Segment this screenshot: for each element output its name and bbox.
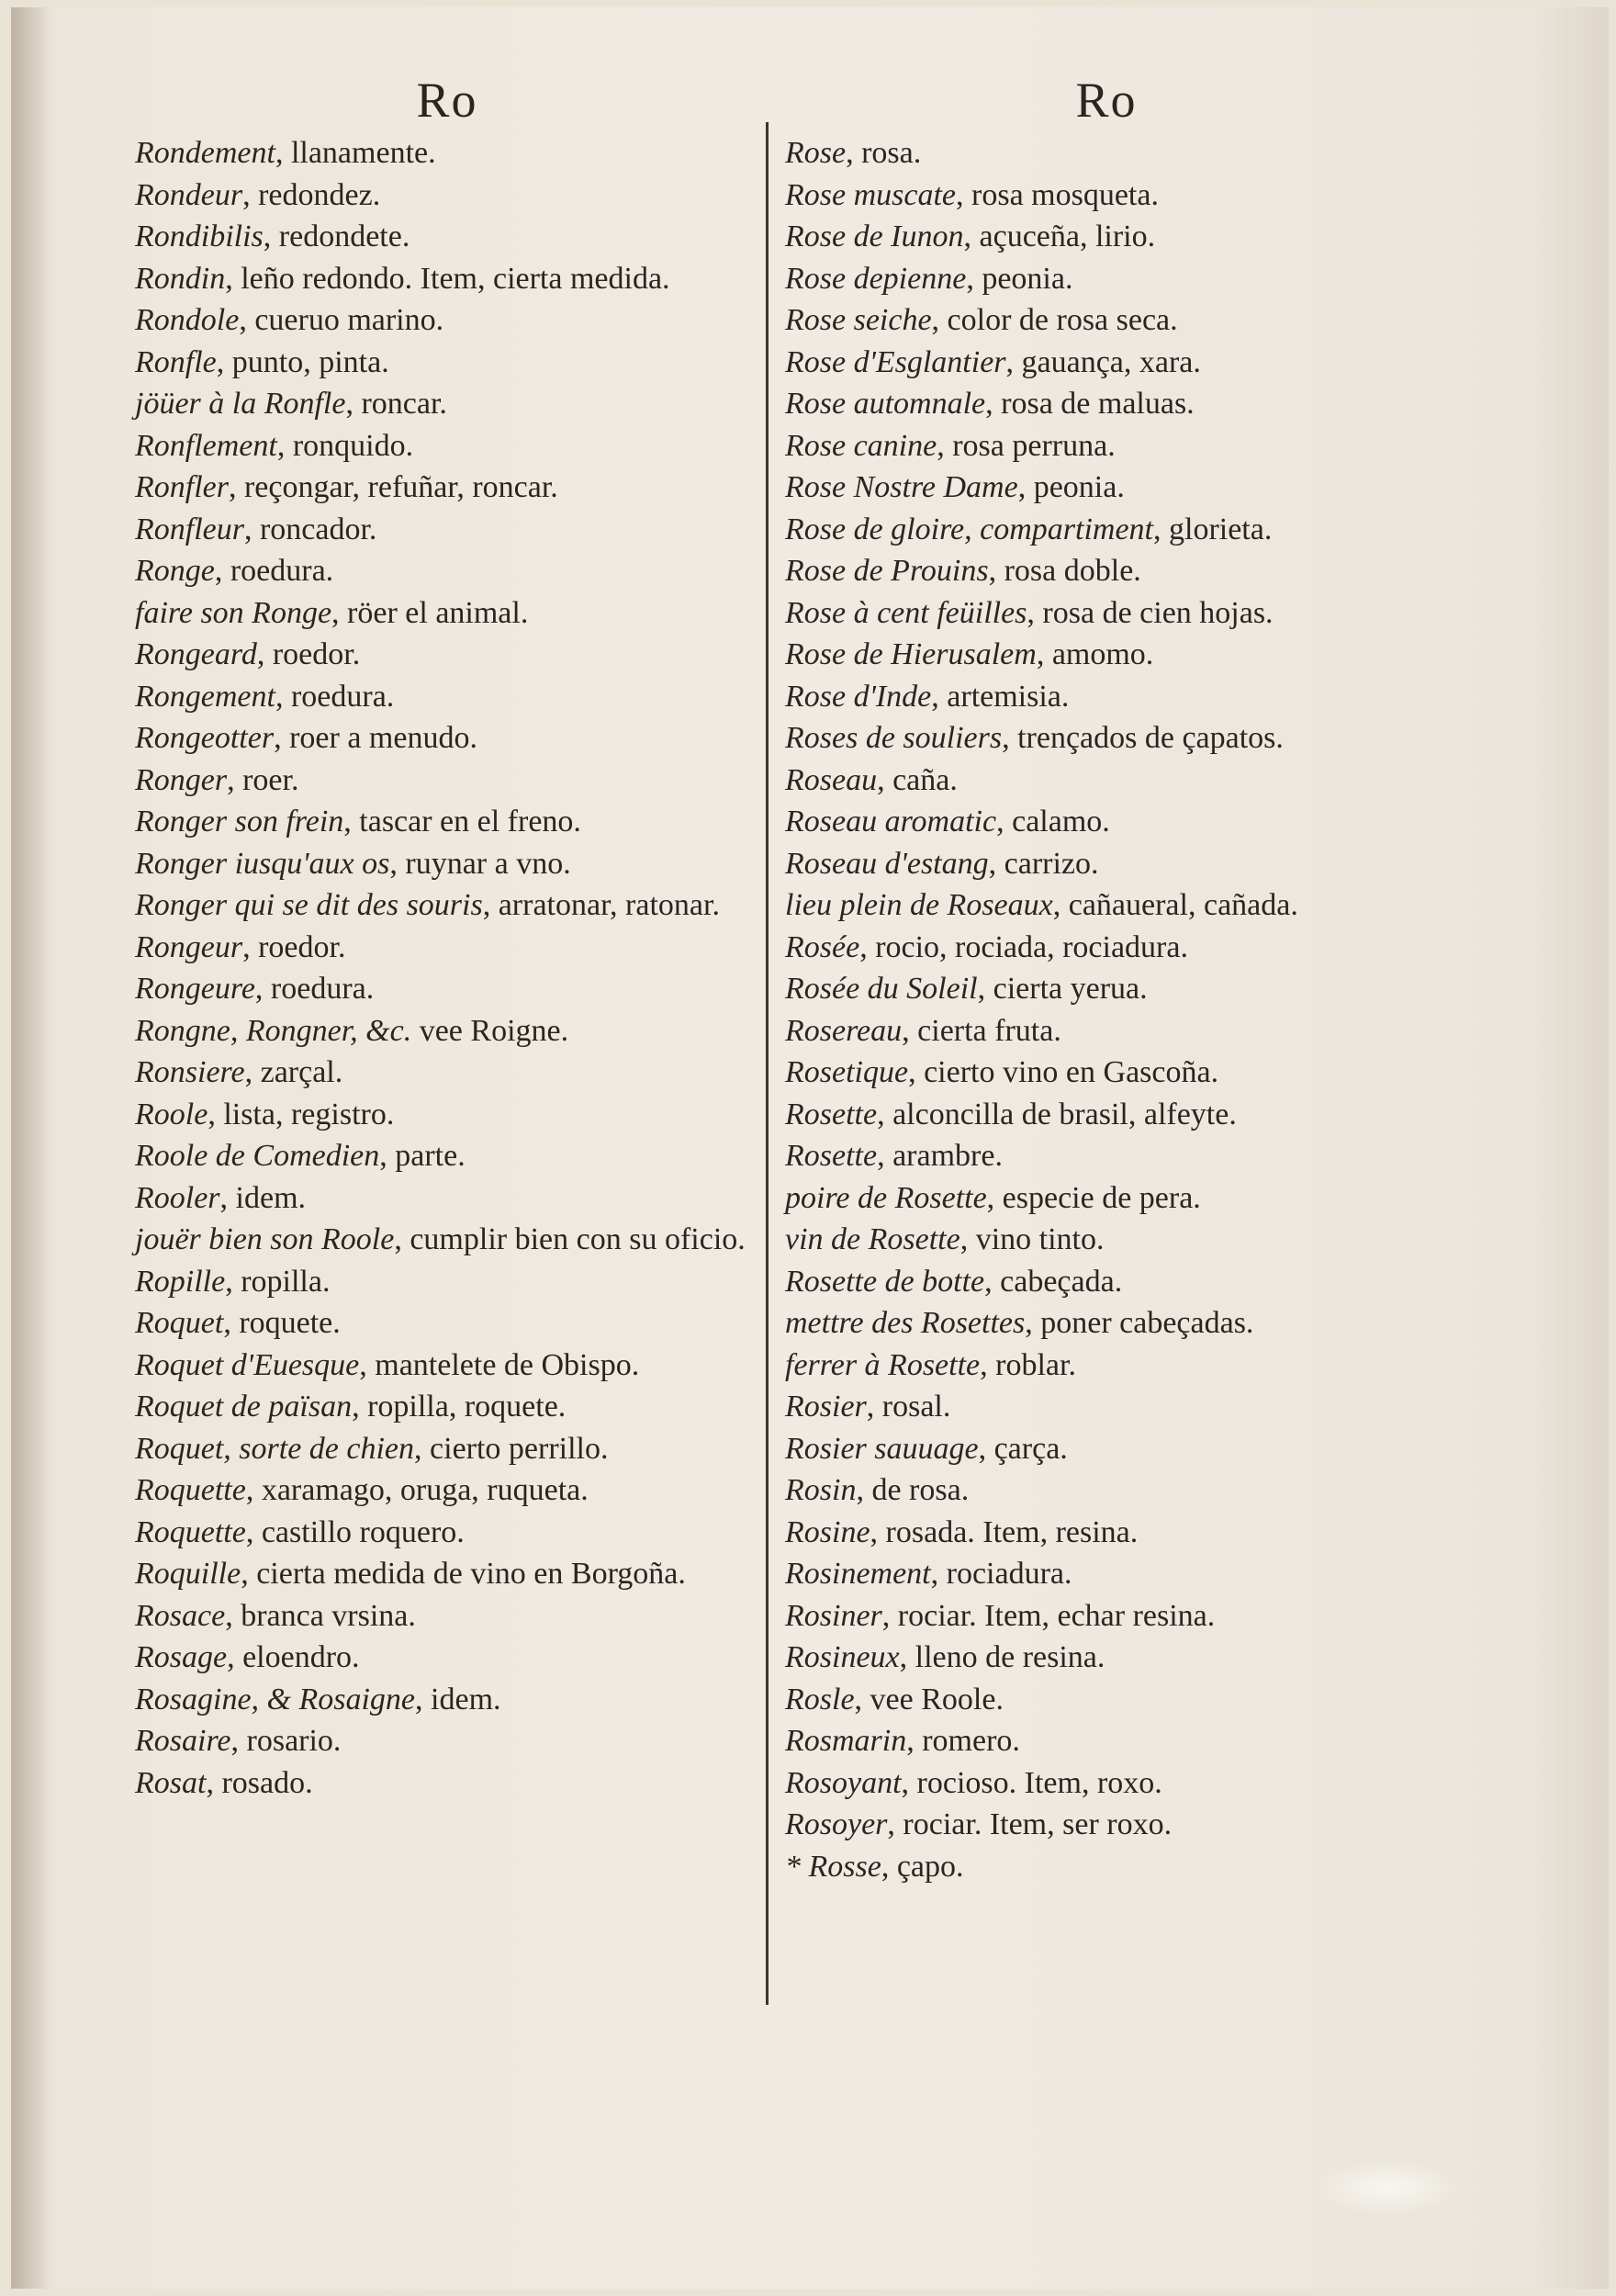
entry-translation: , alconcilla de brasil, alfeyte. [877, 1097, 1237, 1131]
entry-translation: , branca vrsina. [225, 1598, 416, 1633]
page-gutter [11, 7, 48, 2289]
entry-headword: Roquette [135, 1473, 246, 1507]
entry-translation: , arambre. [877, 1139, 1003, 1173]
entry-headword: Rongeur [135, 929, 243, 964]
dictionary-entry [135, 1553, 759, 1595]
entry-translation: , roncador. [243, 512, 377, 546]
dictionary-entry [135, 634, 759, 676]
entry-headword: Ronsiere [135, 1055, 245, 1089]
entry-headword: Rongeard [135, 637, 257, 671]
entry-headword: Ropille [135, 1264, 226, 1299]
entry-translation: vee Roigne. [411, 1013, 569, 1048]
dictionary-entry [135, 174, 759, 217]
entry-translation: , ruynar a vno. [389, 846, 571, 881]
entry-headword: Rose d'Inde [785, 679, 932, 714]
entry-translation: , cierta medida de vino en Borgoña. [241, 1557, 686, 1591]
right-entry-list [785, 132, 1428, 1887]
dictionary-entry [785, 1553, 1428, 1595]
dictionary-entry [135, 1052, 759, 1094]
entry-translation: , roedura. [254, 972, 375, 1006]
dictionary-entry [135, 1219, 759, 1261]
entry-headword: Roquille [135, 1557, 241, 1591]
dictionary-entry [135, 1469, 759, 1512]
dictionary-entry [135, 884, 759, 927]
dictionary-entry [135, 1428, 759, 1470]
entry-translation: , leño redondo. Item, cierta medida. [225, 261, 670, 296]
dictionary-entry [785, 1302, 1428, 1345]
entry-headword: Rose de Iunon [785, 219, 964, 253]
entry-translation: , roncar. [345, 387, 447, 421]
dictionary-entry [135, 425, 759, 467]
dictionary-entry [785, 1637, 1428, 1679]
entry-translation: , çarça. [978, 1431, 1068, 1466]
entry-headword: Rose muscate [785, 177, 957, 212]
entry-headword: Rose canine [785, 428, 937, 463]
entry-headword: Rongement [135, 679, 275, 714]
entry-translation: , caña. [877, 762, 958, 797]
entry-translation: , rosado. [206, 1765, 313, 1800]
entry-headword: Ronfler [135, 470, 229, 504]
dictionary-entry [785, 884, 1428, 927]
entry-headword: jouër bien son Roole [135, 1222, 395, 1256]
entry-translation: , gauança, xara. [1005, 344, 1201, 379]
entry-headword: Rondement [135, 136, 275, 170]
dictionary-entry [785, 509, 1428, 551]
dictionary-entry [135, 383, 759, 425]
entry-translation: , lista, registro. [208, 1097, 395, 1131]
dictionary-entry [785, 717, 1428, 760]
entry-headword: Ronger [135, 762, 228, 797]
entry-translation: , rosal. [866, 1390, 951, 1424]
entry-translation: , romero. [906, 1724, 1020, 1758]
dictionary-entry [785, 425, 1428, 467]
dictionary-entry [785, 1219, 1428, 1261]
entry-headword: Rose d'Esglantier [785, 344, 1006, 379]
dictionary-entry [785, 132, 1428, 174]
dictionary-entry [135, 467, 759, 509]
entry-headword: Roseau [785, 762, 878, 797]
dictionary-entry [135, 216, 759, 258]
left-running-head: Ro [416, 73, 478, 128]
entry-headword: mettre des Rosettes [785, 1306, 1026, 1340]
entry-translation: , zarçal. [244, 1055, 343, 1089]
entry-translation: , roer a menudo. [274, 721, 477, 755]
entry-headword: jöüer à la Ronfle [135, 387, 346, 421]
dictionary-entry [135, 1637, 759, 1679]
dictionary-entry [135, 1679, 759, 1721]
dictionary-entry [135, 509, 759, 551]
entry-headword: Rooler [135, 1180, 220, 1215]
entry-translation: , roer. [227, 762, 299, 797]
dictionary-entry [785, 1469, 1428, 1512]
dictionary-entry [135, 1010, 759, 1052]
entry-headword: Rosier sauuage [785, 1431, 979, 1466]
dictionary-entry [785, 1804, 1428, 1846]
entry-translation: , calamo. [996, 805, 1110, 838]
entry-translation: , rosa de maluas. [985, 387, 1195, 421]
entry-headword: Rose depienne [785, 261, 967, 296]
entry-translation: , eloendro. [227, 1640, 360, 1674]
dictionary-entry [785, 676, 1428, 718]
dictionary-entry [785, 968, 1428, 1010]
entry-headword: Rose à cent feüilles [785, 595, 1027, 630]
entry-headword: Rosle [785, 1682, 855, 1716]
entry-translation: , röer el animal. [331, 595, 529, 630]
entry-translation: , roedor. [256, 637, 361, 671]
entry-translation: , peonia. [1017, 470, 1125, 504]
entry-translation: , cañaueral, cañada. [1052, 888, 1298, 922]
entry-translation: , rociar. Item, echar resina. [881, 1598, 1216, 1633]
entry-translation: , trençados de çapatos. [1002, 721, 1284, 755]
entry-translation: , vee Roole. [854, 1682, 1004, 1716]
dictionary-entry [785, 1261, 1428, 1303]
entry-headword: Rosette [785, 1139, 878, 1173]
entry-translation: , redondez. [242, 177, 381, 212]
dictionary-entry [785, 1428, 1428, 1470]
dictionary-entry [785, 592, 1428, 635]
dictionary-entry [785, 467, 1428, 509]
dictionary-entry [135, 927, 759, 969]
entry-headword: Rosace [135, 1598, 226, 1633]
dictionary-entry [135, 801, 759, 843]
entry-translation: , rocio, rociada, rociadura. [859, 929, 1188, 964]
right-running-head: Ro [1075, 73, 1138, 128]
dictionary-entry [135, 1512, 759, 1554]
dictionary-entry [785, 383, 1428, 425]
dictionary-entry [785, 1762, 1428, 1805]
entry-headword: ferrer à Rosette [785, 1347, 981, 1382]
entry-translation: , roedor. [242, 929, 346, 964]
entry-headword: Rose Nostre Dame [785, 470, 1018, 504]
dictionary-entry [135, 1720, 759, 1762]
entry-headword: Rosaire [135, 1724, 231, 1758]
entry-translation: , redondete. [263, 219, 410, 253]
dictionary-entry [785, 1720, 1428, 1762]
entry-headword: poire de Rosette [785, 1180, 987, 1215]
dictionary-entry [135, 592, 759, 635]
dictionary-entry [785, 550, 1428, 592]
entry-headword: Rondibilis [135, 219, 264, 253]
entry-translation: , cabeçada. [984, 1264, 1123, 1299]
entry-translation: , cueruo marino. [239, 303, 444, 337]
entry-translation: , cierta fruta. [902, 1013, 1061, 1048]
entry-translation: , roblar. [980, 1347, 1076, 1382]
dictionary-entry [785, 299, 1428, 342]
entry-headword: Rosin [785, 1473, 857, 1507]
entry-headword: Rosineux [785, 1640, 900, 1674]
entry-headword: Rosier [785, 1390, 867, 1424]
entry-translation: , rociadura. [930, 1557, 1072, 1591]
right-column [785, 72, 1428, 1887]
entry-translation: , cierto perrillo. [414, 1431, 609, 1466]
entry-headword: Rosereau [785, 1013, 903, 1048]
entry-headword: Rongeotter [135, 721, 275, 755]
entry-headword: Roole de Comedien [135, 1139, 380, 1173]
entry-headword: Rosage [135, 1640, 228, 1674]
entry-headword: Rosmarin [785, 1724, 907, 1758]
entry-translation: , rocioso. Item, roxo. [901, 1765, 1162, 1800]
entry-translation: , artemisia. [931, 679, 1070, 714]
dictionary-entry [785, 1846, 1428, 1888]
entry-translation: , rosa. [846, 136, 922, 170]
dictionary-entry [785, 1010, 1428, 1052]
dictionary-entry [785, 216, 1428, 258]
dictionary-entry [785, 258, 1428, 300]
dictionary-entry [135, 1302, 759, 1345]
entry-headword: Roquet de païsan [135, 1390, 353, 1424]
entry-translation: , ropilla. [225, 1264, 331, 1299]
entry-headword: Roquette [135, 1514, 246, 1549]
entry-headword: Rose seiche [785, 303, 932, 337]
dictionary-entry [135, 342, 759, 384]
entry-translation: , tascar en el freno. [343, 805, 581, 838]
dictionary-entry [135, 717, 759, 760]
entry-translation: , roquete. [223, 1306, 341, 1340]
dictionary-entry [135, 258, 759, 300]
dictionary-entry [785, 1679, 1428, 1721]
entry-headword: Ronfle [135, 344, 217, 379]
entry-translation: , rosario. [230, 1724, 342, 1758]
dictionary-entry [785, 1094, 1428, 1136]
entry-translation: , parte. [379, 1139, 466, 1173]
entry-headword: Rose [785, 136, 847, 170]
dictionary-entry [135, 676, 759, 718]
entry-headword: Roquet d'Euesque [135, 1347, 360, 1382]
entry-headword: Roquet [135, 1306, 224, 1340]
entry-translation: , rociar. Item, ser roxo. [887, 1807, 1173, 1841]
dictionary-entry [785, 927, 1428, 969]
entry-translation: , punto, pinta. [216, 344, 389, 379]
dictionary-entry [135, 1261, 759, 1303]
entry-headword: * Rosse [785, 1849, 881, 1884]
dictionary-entry [135, 1595, 759, 1638]
entry-headword: Rosoyer [785, 1807, 888, 1841]
dictionary-entry [785, 760, 1428, 802]
entry-translation: , peonia. [966, 261, 1073, 296]
entry-translation: , rosa perruna. [937, 428, 1116, 463]
dictionary-entry [785, 801, 1428, 843]
entry-translation: , rosada. Item, resina. [870, 1514, 1139, 1549]
entry-headword: Roquet, sorte de chien [135, 1431, 415, 1466]
entry-headword: Ronfleur [135, 512, 244, 546]
entry-headword: Ronger iusqu'aux os [135, 846, 390, 881]
dictionary-entry [785, 843, 1428, 885]
dictionary-entry [785, 1135, 1428, 1177]
entry-translation: , açuceña, lirio. [963, 219, 1156, 253]
dictionary-entry [785, 1177, 1428, 1220]
entry-translation: , cierta yerua. [977, 972, 1148, 1006]
dictionary-entry [135, 299, 759, 342]
entry-translation: , glorieta. [1153, 512, 1273, 546]
entry-headword: Rose de gloire, compartiment [785, 512, 1153, 546]
entry-headword: Roses de souliers [785, 721, 1003, 755]
entry-headword: Rose de Hierusalem [785, 637, 1037, 671]
dictionary-entry [135, 1135, 759, 1177]
entry-translation: , vino tinto. [960, 1222, 1105, 1256]
entry-translation: , xaramago, oruga, ruqueta. [245, 1473, 589, 1507]
dictionary-entry [785, 174, 1428, 217]
dictionary-entry [785, 634, 1428, 676]
entry-headword: Rosée du Soleil [785, 972, 978, 1006]
dictionary-entry [785, 342, 1428, 384]
entry-headword: Rose de Prouins [785, 554, 989, 588]
entry-headword: Rosette de botte [785, 1264, 985, 1299]
entry-translation: , arratonar, ratonar. [482, 888, 720, 922]
entry-headword: Ronger son frein [135, 805, 344, 838]
left-column [135, 72, 759, 1804]
entry-headword: Rondin [135, 261, 226, 296]
entry-translation: , cierto vino en Gascoña. [908, 1055, 1219, 1089]
entry-headword: Rondole [135, 303, 240, 337]
column-divider [766, 122, 769, 2005]
dictionary-entry [135, 843, 759, 885]
entry-translation: , color de rosa seca. [931, 303, 1178, 337]
entry-headword: Roole [135, 1097, 208, 1131]
entry-headword: Rongeure [135, 972, 255, 1006]
entry-translation: , rosa de cien hojas. [1027, 595, 1274, 630]
entry-translation: , poner cabeçadas. [1025, 1306, 1254, 1340]
entry-headword: Rongne, Rongner, &c. [135, 1013, 412, 1048]
entry-headword: Rosette [785, 1097, 878, 1131]
entry-translation: , lleno de resina. [899, 1640, 1105, 1674]
dictionary-entry [785, 1345, 1428, 1387]
dictionary-entry [135, 760, 759, 802]
entry-headword: Rosinement [785, 1557, 931, 1591]
entry-headword: Ronger qui se dit des souris [135, 888, 483, 922]
entry-translation: , llanamente. [275, 136, 436, 170]
entry-headword: faire son Ronge [135, 595, 332, 630]
dictionary-entry [135, 1345, 759, 1387]
entry-translation: , carrizo. [988, 846, 1099, 881]
entry-headword: Rosiner [785, 1598, 882, 1633]
dictionary-entry [135, 968, 759, 1010]
dictionary-entry [135, 1386, 759, 1428]
paper-stain [1315, 2160, 1462, 2215]
dictionary-entry [135, 1762, 759, 1805]
entry-headword: Ronflement [135, 428, 277, 463]
entry-headword: Rosat [135, 1765, 207, 1800]
dictionary-entry [785, 1595, 1428, 1638]
entry-translation: , rosa doble. [988, 554, 1141, 588]
entry-translation: , ropilla, roquete. [352, 1390, 567, 1424]
entry-translation: , rosa mosqueta. [956, 177, 1159, 212]
dictionary-entry [785, 1052, 1428, 1094]
dictionary-entry [135, 1094, 759, 1136]
entry-headword: Rosine [785, 1514, 870, 1549]
entry-translation: , çapo. [881, 1849, 964, 1884]
dictionary-entry [135, 550, 759, 592]
entry-headword: Roseau aromatic [785, 805, 997, 838]
entry-headword: Roseau d'estang [785, 846, 989, 881]
entry-translation: , reçongar, refuñar, roncar. [228, 470, 558, 504]
entry-headword: vin de Rosette [785, 1222, 960, 1256]
entry-headword: Rosoyant [785, 1765, 902, 1800]
entry-translation: , de rosa. [856, 1473, 970, 1507]
entry-translation: , idem. [219, 1180, 307, 1215]
entry-translation: , especie de pera. [986, 1180, 1201, 1215]
dictionary-entry [135, 132, 759, 174]
entry-translation: , roedura. [214, 554, 334, 588]
entry-headword: Rose automnale [785, 387, 986, 421]
dictionary-entry [135, 1177, 759, 1220]
entry-headword: Rondeur [135, 177, 243, 212]
entry-translation: , ronquido. [276, 428, 414, 463]
entry-headword: Rosagine, & Rosaigne [135, 1682, 416, 1716]
dictionary-entry [785, 1512, 1428, 1554]
entry-translation: , cumplir bien con su oficio. [394, 1222, 746, 1256]
entry-headword: Rosée [785, 929, 860, 964]
entry-translation: , castillo roquero. [245, 1514, 465, 1549]
entry-translation: , roedura. [275, 679, 395, 714]
entry-translation: , mantelete de Obispo. [359, 1347, 640, 1382]
entry-headword: Ronge [135, 554, 215, 588]
dictionary-entry [785, 1386, 1428, 1428]
left-entry-list [135, 132, 759, 1804]
entry-headword: Rosetique [785, 1055, 909, 1089]
entry-translation: , amomo. [1036, 637, 1154, 671]
entry-translation: , idem. [415, 1682, 501, 1716]
book-page [11, 7, 1609, 2289]
entry-headword: lieu plein de Roseaux [785, 888, 1053, 922]
